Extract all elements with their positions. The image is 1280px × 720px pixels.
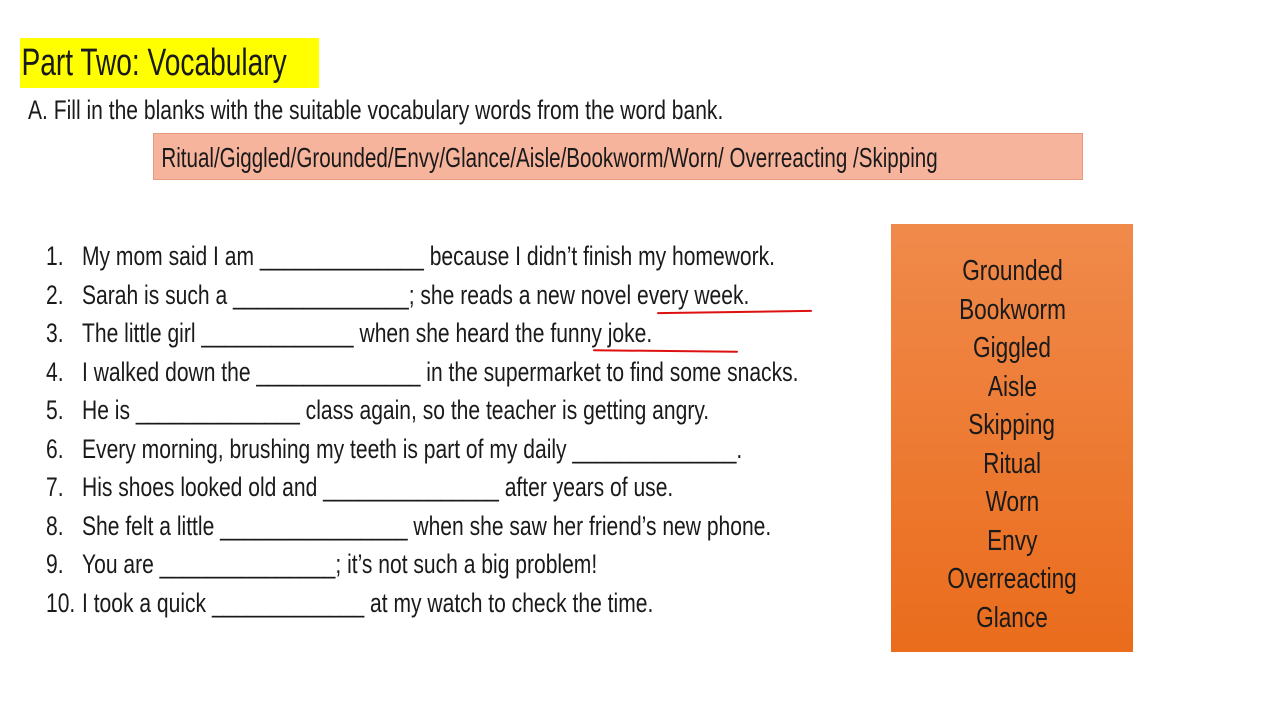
- page-title-text: Part Two: Vocabulary: [21, 42, 287, 84]
- answer-word: [891, 522, 1133, 561]
- answer-word-text: Worn: [985, 486, 1039, 518]
- question-text: I walked down the ______________ in the supermarket to find some snacks.: [82, 356, 799, 387]
- answer-word: [891, 329, 1133, 368]
- answer-word-text: Envy: [986, 524, 1038, 557]
- instruction-text: A. Fill in the blanks with the suitable vocabulary words from the word bank.: [28, 95, 724, 125]
- question-text: Sarah is such a _______________; she reads a new novel every week.: [82, 279, 750, 310]
- answer-word: [891, 560, 1133, 599]
- question-text: The little girl _____________ when she heard the funny joke.: [82, 318, 653, 348]
- question-text: She felt a little ________________ when she saw her friend’s new phone.: [82, 510, 772, 541]
- answer-word-text: Ritual: [983, 447, 1041, 480]
- question-text: You are _______________; it’s not such a big problem!: [82, 549, 598, 579]
- instruction: [28, 94, 919, 126]
- answer-word-text: Bookworm: [958, 293, 1066, 326]
- answer-word-text: Giggled: [973, 332, 1051, 364]
- page-title: [20, 38, 319, 88]
- answer-word: [891, 483, 1133, 522]
- question-number: 2.: [46, 279, 64, 310]
- answer-word-text: Overreacting: [947, 563, 1077, 595]
- question-number: 4.: [46, 356, 64, 387]
- question-number: 6.: [46, 433, 64, 464]
- question-text: His shoes looked old and _______________ after years of use.: [82, 472, 674, 502]
- question-number: 7.: [46, 472, 64, 502]
- question-number: 8.: [46, 510, 64, 541]
- answer-word: [891, 368, 1133, 407]
- answer-word: [891, 599, 1133, 638]
- question-number: 3.: [46, 318, 64, 348]
- question-text: I took a quick _____________ at my watch to check the time.: [82, 587, 654, 618]
- question-number: 5.: [46, 395, 64, 425]
- question-number: 9.: [46, 549, 64, 579]
- question-text: My mom said I am ______________ because I didn’t finish my homework.: [82, 241, 776, 271]
- answer-key: [891, 224, 1133, 652]
- question-number: 10.: [46, 587, 76, 618]
- answer-word: [891, 445, 1133, 484]
- word-bank-text: Ritual/Giggled/Grounded/Envy/Glance/Aisle/Bookworm/Worn/ Overreacting /Skipping: [161, 142, 938, 173]
- answer-word-text: Grounded: [961, 255, 1063, 287]
- question-text: He is ______________ class again, so the teacher is getting angry.: [82, 395, 710, 425]
- answer-word-text: Glance: [976, 601, 1048, 634]
- answer-word: [891, 291, 1133, 330]
- question-text: Every morning, brushing my teeth is part of my daily ______________.: [82, 433, 743, 464]
- question-number: 1.: [46, 241, 64, 271]
- answer-word-text: Skipping: [968, 409, 1056, 441]
- answer-word-text: Aisle: [987, 370, 1037, 403]
- word-bank: [153, 133, 1083, 180]
- answer-word: [891, 406, 1133, 445]
- answer-word: [891, 252, 1133, 291]
